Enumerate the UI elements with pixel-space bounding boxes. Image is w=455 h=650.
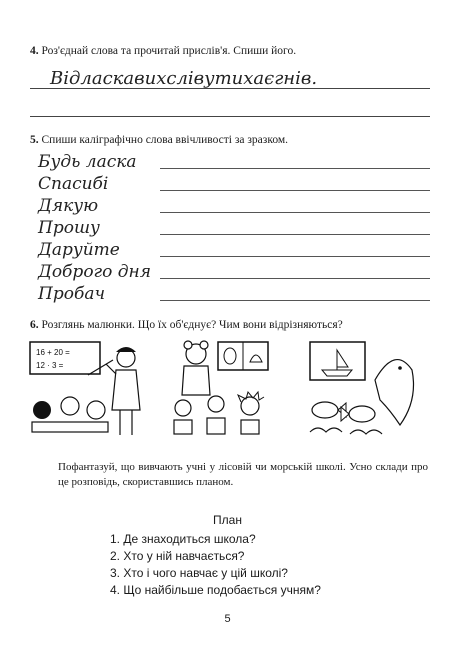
writing-line xyxy=(160,300,430,301)
calligraphy-row xyxy=(30,218,430,240)
calligraphy-row xyxy=(30,174,430,196)
writing-line xyxy=(160,212,430,213)
plan-title: План xyxy=(213,513,242,527)
pupil xyxy=(33,401,51,419)
fish-pupil xyxy=(349,406,375,422)
calligraphy-row xyxy=(30,262,430,284)
page-number: 5 xyxy=(224,613,231,625)
writing-line xyxy=(160,190,430,191)
calligraphy-row xyxy=(30,196,430,218)
classroom-illustration xyxy=(28,340,153,440)
calligraphy-word: Спасибі xyxy=(38,174,109,194)
fish-pupil xyxy=(312,402,338,418)
hare-pupil xyxy=(208,396,224,412)
task-5-text: Спиши каліграфічно слова ввічливості за зразком. xyxy=(41,134,289,146)
forest-school-illustration xyxy=(168,340,288,440)
task-4-script-sample: Відласкавихслівутихаєгнів. xyxy=(50,68,318,89)
writing-line xyxy=(160,234,430,235)
pupil xyxy=(61,397,79,415)
writing-line xyxy=(30,116,430,117)
shell xyxy=(310,428,342,432)
sea-school-illustration xyxy=(300,340,425,440)
task-5-number: 5. xyxy=(30,134,39,146)
plan-item: 1. Де знаходиться школа? xyxy=(110,532,256,546)
calligraphy-word: Даруйте xyxy=(38,240,120,260)
boat-icon xyxy=(322,370,352,376)
stump xyxy=(207,418,225,434)
calligraphy-word: Доброго дня xyxy=(38,262,152,282)
calligraphy-word: Дякую xyxy=(38,196,99,216)
calligraphy-word: Пробач xyxy=(38,284,106,304)
desk xyxy=(32,422,108,432)
dolphin-teacher xyxy=(375,360,414,425)
calligraphy-row xyxy=(30,240,430,262)
board-text-line-2: 12 · 3 = xyxy=(36,361,64,370)
board-text-line-1: 16 + 20 = xyxy=(36,348,70,357)
plan-item: 4. Що найбільше подобається учням? xyxy=(110,583,321,597)
task-4-text: Роз'єднай слова та прочитай прислів'я. Спиши його. xyxy=(41,45,297,57)
hedgehog-pupil xyxy=(241,397,259,415)
writing-line xyxy=(30,88,430,89)
plan-item: 3. Хто і чого навчає у цій школі? xyxy=(110,566,288,580)
calligraphy-row xyxy=(30,284,430,306)
calligraphy-row xyxy=(30,152,430,174)
squirrel-pupil xyxy=(175,400,191,416)
task-6-number: 6. xyxy=(30,319,39,331)
task-6-paragraph: Пофантазуй, що вивчають учні у лісовій чи морській школі. Усно склади про це розповідь, скориставшись планом. xyxy=(58,461,428,488)
writing-line xyxy=(160,256,430,257)
stump xyxy=(174,420,192,434)
plan-item: 2. Хто у ній навчається? xyxy=(110,549,245,563)
plan-list xyxy=(110,531,321,599)
calligraphy-word: Прошу xyxy=(38,218,100,238)
task-6-instruction xyxy=(30,318,343,332)
shell xyxy=(350,430,382,434)
stump xyxy=(241,420,259,434)
leaf-icon xyxy=(224,348,236,364)
calligraphy-word: Будь ласка xyxy=(38,152,137,172)
task-5-instruction xyxy=(30,133,288,147)
writing-line xyxy=(160,168,430,169)
task-6-text: Розглянь малюнки. Що їх об'єднує? Чим вони відрізняються? xyxy=(41,319,343,331)
writing-line xyxy=(160,278,430,279)
task-4-number: 4. xyxy=(30,45,39,57)
pupil xyxy=(87,401,105,419)
task-4-instruction xyxy=(30,44,296,58)
